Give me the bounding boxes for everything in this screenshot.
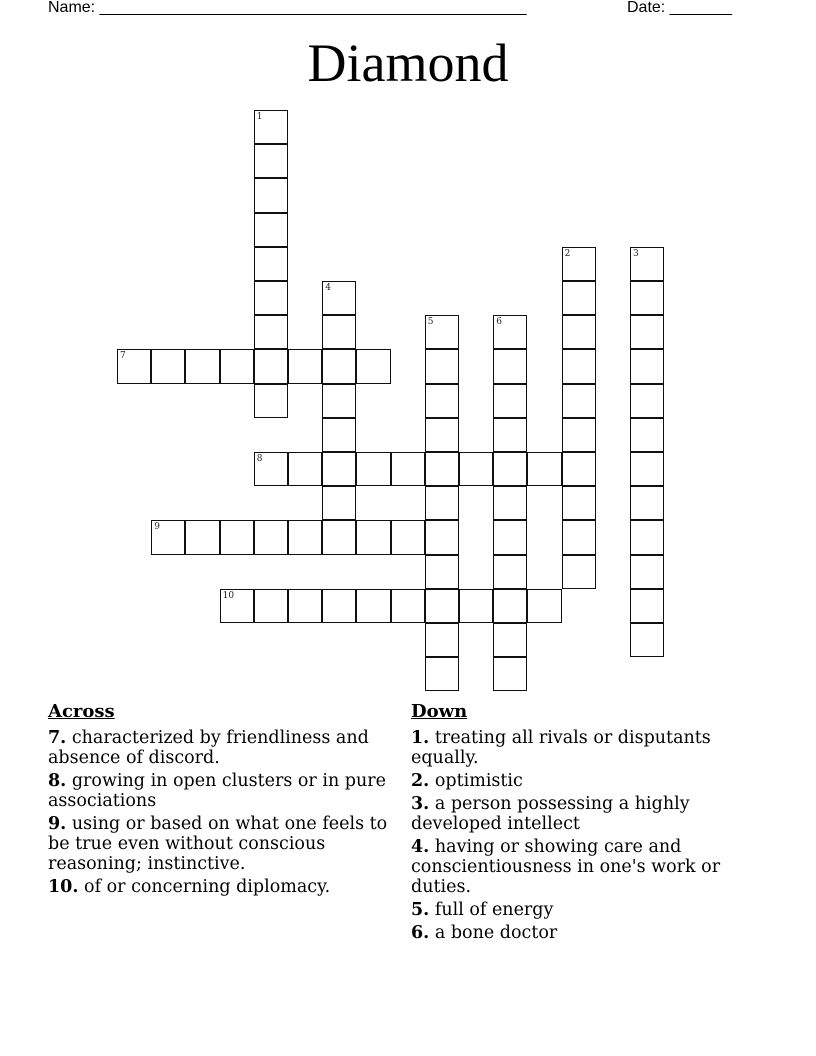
grid-cell[interactable] <box>493 623 527 657</box>
clue-number: 3 <box>633 248 639 259</box>
grid-cell[interactable] <box>254 384 288 418</box>
grid-cell[interactable] <box>288 349 322 383</box>
across-heading: Across <box>48 701 115 722</box>
grid-cell[interactable] <box>562 520 596 554</box>
grid-cell[interactable] <box>356 349 390 383</box>
grid-cell[interactable] <box>322 349 356 383</box>
clue-down-4: 4. having or showing care and conscientiousness in one's work or duties. <box>411 837 721 897</box>
grid-cell[interactable] <box>356 520 390 554</box>
grid-cell[interactable] <box>630 349 664 383</box>
grid-cell[interactable] <box>630 623 664 657</box>
grid-cell[interactable] <box>254 247 288 281</box>
grid-cell[interactable] <box>630 520 664 554</box>
grid-cell[interactable] <box>288 589 322 623</box>
grid-cell[interactable] <box>630 452 664 486</box>
grid-cell[interactable] <box>117 349 151 383</box>
grid-cell[interactable] <box>185 520 219 554</box>
grid-cell[interactable] <box>391 520 425 554</box>
grid-cell[interactable] <box>425 657 459 691</box>
grid-cell[interactable] <box>630 418 664 452</box>
grid-cell[interactable] <box>322 486 356 520</box>
grid-cell[interactable] <box>254 315 288 349</box>
grid-cell[interactable] <box>562 315 596 349</box>
crossword-grid <box>117 110 717 710</box>
grid-cell[interactable] <box>493 349 527 383</box>
grid-cell[interactable] <box>493 315 527 349</box>
across-clues <box>48 700 388 900</box>
grid-cell[interactable] <box>254 178 288 212</box>
clue-number: 8 <box>256 454 263 464</box>
grid-cell[interactable] <box>630 589 664 623</box>
clue-number: 10 <box>222 590 235 601</box>
grid-cell[interactable] <box>630 247 664 281</box>
grid-cell[interactable] <box>493 452 527 486</box>
grid-cell[interactable] <box>322 315 356 349</box>
clue-number: 7 <box>120 351 126 362</box>
grid-cell[interactable] <box>288 452 322 486</box>
clue-down-6: 6. a bone doctor <box>411 923 558 943</box>
grid-cell[interactable] <box>493 589 527 623</box>
grid-cell[interactable] <box>493 418 527 452</box>
grid-cell[interactable] <box>322 589 356 623</box>
clue-across-7: 7. characterized by friendliness and absence of discord. <box>48 728 369 768</box>
grid-cell[interactable] <box>322 418 356 452</box>
grid-cell[interactable] <box>630 486 664 520</box>
grid-cell[interactable] <box>425 520 459 554</box>
grid-cell[interactable] <box>562 555 596 589</box>
grid-cell[interactable] <box>459 452 493 486</box>
clue-down-3: 3. a person possessing a highly developed intellect <box>411 794 690 834</box>
grid-cell[interactable] <box>254 349 288 383</box>
grid-cell[interactable] <box>254 520 288 554</box>
clue-across-9: 9. using or based on what one feels to be true even without conscious reasoning; instinctive. <box>48 814 388 874</box>
grid-cell[interactable] <box>425 623 459 657</box>
grid-cell[interactable] <box>356 589 390 623</box>
grid-cell[interactable] <box>425 315 459 349</box>
date-field-label: Date: _______ <box>627 0 732 16</box>
clue-down-1: 1. treating all rivals or disputants equally. <box>411 728 711 768</box>
page-title: Diamond <box>307 33 509 93</box>
grid-cell[interactable] <box>322 452 356 486</box>
grid-cell[interactable] <box>493 486 527 520</box>
down-clues <box>411 700 751 946</box>
grid-cell[interactable] <box>527 589 561 623</box>
grid-cell[interactable] <box>425 555 459 589</box>
grid-cell[interactable] <box>562 281 596 315</box>
grid-cell[interactable] <box>151 520 185 554</box>
grid-cell[interactable] <box>493 520 527 554</box>
grid-cell[interactable] <box>630 281 664 315</box>
clue-across-10: 10. of or concerning diplomacy. <box>48 877 331 897</box>
grid-cell[interactable] <box>630 555 664 589</box>
grid-cell[interactable] <box>220 520 254 554</box>
clue-down-2: 2. optimistic <box>411 771 523 791</box>
grid-cell[interactable] <box>254 589 288 623</box>
grid-cell[interactable] <box>527 452 561 486</box>
clue-number: 6 <box>496 317 502 328</box>
grid-cell[interactable] <box>562 349 596 383</box>
grid-cell[interactable] <box>425 452 459 486</box>
grid-cell[interactable] <box>562 418 596 452</box>
grid-cell[interactable] <box>493 657 527 691</box>
clue-number: 1 <box>256 112 263 122</box>
grid-cell[interactable] <box>425 418 459 452</box>
clue-number: 9 <box>154 522 160 533</box>
grid-cell[interactable] <box>254 281 288 315</box>
grid-cell[interactable] <box>185 349 219 383</box>
grid-cell[interactable] <box>630 315 664 349</box>
grid-cell[interactable] <box>391 589 425 623</box>
clue-number: 2 <box>564 248 571 259</box>
grid-cell[interactable] <box>356 452 390 486</box>
grid-cell[interactable] <box>493 555 527 589</box>
grid-cell[interactable] <box>220 349 254 383</box>
grid-cell[interactable] <box>254 213 288 247</box>
grid-cell[interactable] <box>151 349 185 383</box>
grid-cell[interactable] <box>425 349 459 383</box>
down-heading: Down <box>411 701 468 722</box>
clue-across-8: 8. growing in open clusters or in pure associations <box>48 771 386 811</box>
grid-cell[interactable] <box>493 384 527 418</box>
grid-cell[interactable] <box>322 384 356 418</box>
grid-cell[interactable] <box>425 384 459 418</box>
grid-cell[interactable] <box>562 247 596 281</box>
clue-number: 5 <box>427 317 434 328</box>
grid-cell[interactable] <box>220 589 254 623</box>
clue-down-5: 5. full of energy <box>411 900 554 920</box>
grid-cell[interactable] <box>254 452 288 486</box>
grid-cell[interactable] <box>562 384 596 418</box>
grid-cell[interactable] <box>288 520 322 554</box>
grid-cell[interactable] <box>391 452 425 486</box>
grid-cell[interactable] <box>425 589 459 623</box>
grid-cell[interactable] <box>322 281 356 315</box>
grid-cell[interactable] <box>254 110 288 144</box>
grid-cell[interactable] <box>425 486 459 520</box>
grid-cell[interactable] <box>630 384 664 418</box>
grid-cell[interactable] <box>322 520 356 554</box>
grid-cell[interactable] <box>562 486 596 520</box>
clue-number: 4 <box>325 283 331 293</box>
name-field-label: Name: ________________________________________________ <box>48 0 527 16</box>
grid-cell[interactable] <box>562 452 596 486</box>
grid-cell[interactable] <box>254 144 288 178</box>
grid-cell[interactable] <box>459 589 493 623</box>
